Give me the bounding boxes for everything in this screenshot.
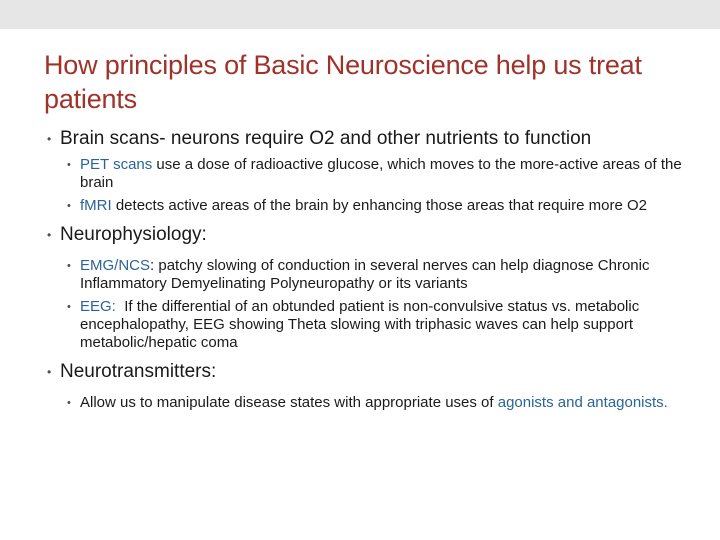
bullet-icon: • xyxy=(47,228,52,242)
sub-bullet-text: Allow us to manipulate disease states with appropriate uses of xyxy=(80,394,498,411)
bullet-text: Neurotransmitters: xyxy=(60,361,217,382)
term-pet-scans: PET scans xyxy=(80,156,153,173)
term-eeg: EEG: xyxy=(80,298,116,315)
term-agonists-antagonists: agonists and antagonists. xyxy=(497,394,668,411)
top-band xyxy=(0,0,720,29)
bullet-neurotransmitters xyxy=(44,360,684,384)
term-fmri: fMRI xyxy=(80,197,112,214)
bullet-icon: • xyxy=(67,301,71,313)
sub-bullet-text: : patchy slowing of conduction in several nerves can help diagnose Chronic Inflammatory Demyelinating Polyneuropathy or its variants xyxy=(80,257,650,292)
term-emg-ncs: EMG/NCS xyxy=(80,257,151,274)
sub-bullet-manipulate xyxy=(44,394,684,412)
sub-bullet-text: detects active areas of the brain by enhancing those areas that require more O2 xyxy=(111,197,647,214)
bullet-brain-scans xyxy=(44,127,684,151)
sub-bullet-fmri xyxy=(44,197,684,215)
sub-bullet-eeg xyxy=(44,298,684,352)
bullet-icon: • xyxy=(47,132,52,146)
slide-content xyxy=(44,127,684,412)
bullet-icon: • xyxy=(47,365,52,379)
sub-bullet-text: If the differential of an obtunded patient is non-convulsive status vs. metabolic encephalopathy, EEG showing Theta slowing with triphasic waves can help support metabolic/hepatic coma xyxy=(80,298,644,351)
bullet-icon: • xyxy=(67,260,71,272)
bullet-icon: • xyxy=(67,159,71,171)
bullet-text: Neurophysiology: xyxy=(60,224,207,245)
sub-bullet-emg xyxy=(44,257,684,293)
bullet-icon: • xyxy=(67,200,71,212)
sub-bullet-text: use a dose of radioactive glucose, which moves to the more-active areas of the brain xyxy=(80,156,682,191)
slide-title: How principles of Basic Neuroscience help us treat patients xyxy=(44,50,642,114)
sub-bullet-pet xyxy=(44,156,684,192)
bullet-text: Brain scans- neurons require O2 and other nutrients to function xyxy=(60,128,592,149)
bullet-icon: • xyxy=(67,397,71,409)
bullet-neurophysiology xyxy=(44,223,684,247)
